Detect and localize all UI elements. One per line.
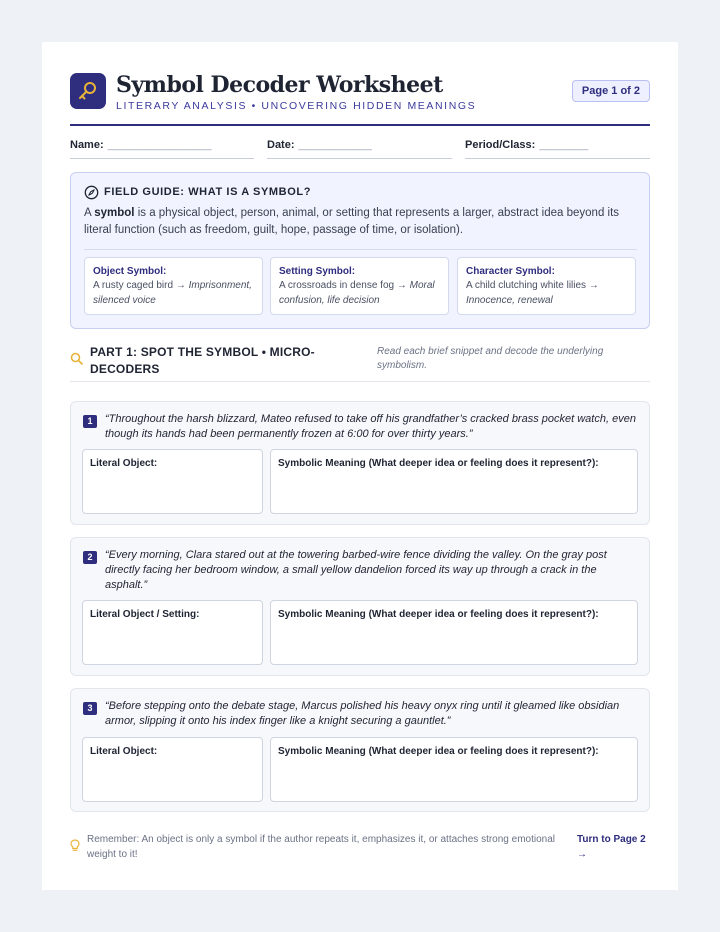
example-setting-symbol [270,257,449,315]
page-title: Symbol Decoder Worksheet [116,72,443,98]
literal-object-box[interactable] [82,449,263,514]
example-text [466,278,627,308]
field-guide-title: FIELD GUIDE: WHAT IS A SYMBOL? [104,186,312,198]
example-text [93,278,254,308]
name-field[interactable] [70,139,254,159]
header [70,72,650,127]
item-quote: “Throughout the harsh blizzard, Mateo refused to take off his grandfather’s cracked brass pocket watch, even though its hands had been permanently frozen at 6:00 for over thirty years.” [105,413,636,440]
literal-object-label: Literal Object / Setting: [90,609,200,620]
part1-title: PART 1: SPOT THE SYMBOL • MICRO-DECODERS [90,345,315,376]
symbolic-meaning-label: Symbolic Meaning (What deeper idea or feeling does it represent?): [278,746,599,757]
compass-icon [84,185,99,200]
example-label: Setting Symbol: [279,266,356,277]
item-quote: “Before stepping onto the debate stage, Marcus polished his heavy onyx ring until it gleamed like obsidian armor, slipping it onto his index finger like a knight securing a gauntlet.” [105,700,620,727]
example-object-symbol [84,257,263,315]
field-guide-divider [84,249,637,250]
footer [70,832,650,866]
literal-object-box[interactable] [82,600,263,665]
page-number-badge: Page 1 of 2 [572,80,650,102]
example-label: Character Symbol: [466,266,555,277]
decoder-item-3 [70,688,650,812]
page-subtitle: LITERARY ANALYSIS • UNCOVERING HIDDEN MEANINGS [116,100,477,112]
part1-instructions: Read each brief snippet and decode the underlying symbolism. [377,346,604,371]
logo [70,73,106,109]
definition-term: symbol [94,207,135,219]
example-character-symbol [457,257,636,315]
example-label: Object Symbol: [93,266,167,277]
definition-body: is a physical object, person, animal, or setting that represents a larger, abstract idea beyond its literal function (such as freedom, guilt, hope, passage of time, or isolation). [84,207,620,236]
example-meaning: Imprisonment, silenced voice [93,280,252,306]
field-guide [70,172,650,329]
symbolic-meaning-box[interactable] [270,449,638,514]
student-info-fields [70,139,650,159]
header-divider [70,124,650,126]
literal-object-label: Literal Object: [90,458,158,469]
decoder-item-2 [70,537,650,676]
worksheet-page [42,42,678,890]
literal-object-label: Literal Object: [90,746,158,757]
name-blank: _________________ [107,139,212,151]
literal-object-box[interactable] [82,737,263,802]
symbolic-meaning-label: Symbolic Meaning (What deeper idea or feeling does it represent?): [278,458,599,469]
date-blank: ____________ [298,139,372,151]
item-number-badge: 3 [83,702,97,715]
symbolic-meaning-label: Symbolic Meaning (What deeper idea or feeling does it represent?): [278,609,599,620]
period-class-label: Period/Class: [465,139,536,151]
example-literal: A crossroads in dense fog → [279,280,407,291]
decoder-item-1 [70,401,650,525]
period-class-blank: ________ [539,139,589,151]
date-label: Date: [267,139,295,151]
symbol-definition [84,205,634,239]
example-meaning: Moral confusion, life decision [279,280,435,306]
key-icon [77,80,99,102]
lightbulb-icon [70,839,80,852]
part1-header [70,342,650,382]
item-quote: “Every morning, Clara stared out at the towering barbed-wire fence dividing the valley. On the gray post directly facing her bedroom window, a small yellow dandelion forced its way up through a crack in the asphalt.” [105,549,607,591]
item-number-badge: 1 [83,415,97,428]
example-meaning: Innocence, renewal [466,295,553,306]
magnifier-icon [70,352,83,365]
next-page-link[interactable]: Turn to Page 2 → [577,834,646,860]
symbolic-meaning-box[interactable] [270,600,638,665]
example-literal: A child clutching white lilies → [466,280,599,291]
period-class-field[interactable] [465,139,650,159]
example-literal: A rusty caged bird → [93,280,186,291]
example-text [279,278,440,308]
reminder-text: Remember: An object is only a symbol if the author repeats it, emphasizes it, or attaches strong emotional weight to it! [87,834,556,860]
symbolic-meaning-box[interactable] [270,737,638,802]
definition-prefix: A [84,207,95,219]
item-number-badge: 2 [83,551,97,564]
date-field[interactable] [267,139,452,159]
name-label: Name: [70,139,104,151]
